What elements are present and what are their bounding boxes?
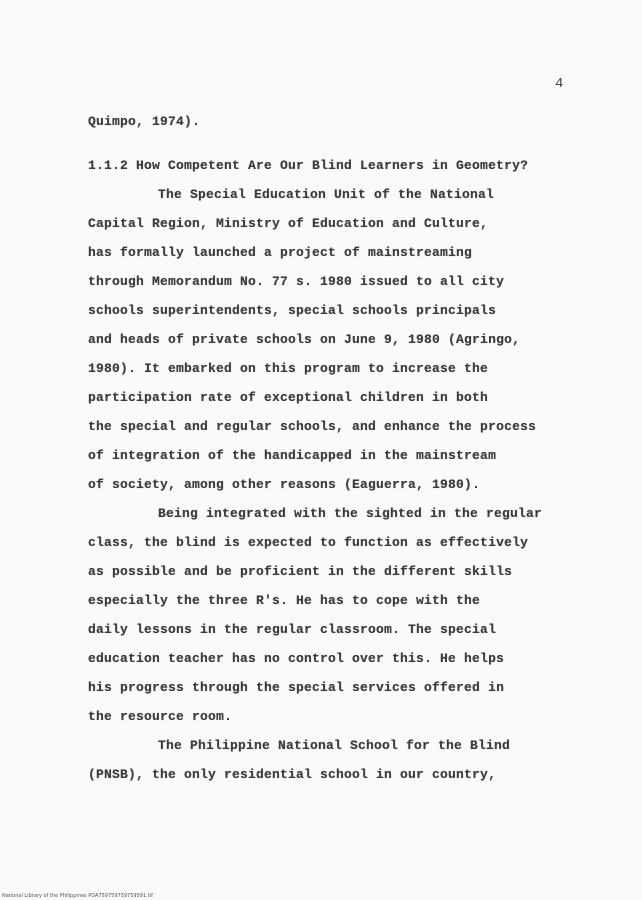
page-number: 4 bbox=[555, 76, 564, 92]
text-line: the resource room. bbox=[88, 709, 233, 724]
section-heading: 1.1.2 How Competent Are Our Blind Learners in Geometry? bbox=[88, 158, 529, 173]
text-line: especially the three R's. He has to cope with the bbox=[88, 593, 481, 608]
text-line: Quimpo, 1974). bbox=[88, 114, 201, 129]
text-line: (PNSB), the only residential school in our country, bbox=[88, 767, 497, 782]
text-line: 1980). It embarked on this program to increase the bbox=[88, 361, 489, 376]
text-line: Capital Region, Ministry of Education and Culture, bbox=[88, 216, 489, 231]
text-line: of integration of the handicapped in the mainstream bbox=[88, 448, 497, 463]
text-line: class, the blind is expected to function as effectively bbox=[88, 535, 529, 550]
text-line: The Special Education Unit of the National bbox=[158, 187, 495, 202]
footer-caption: National Library of the Philippines PDA759759759759591.tif bbox=[2, 893, 153, 899]
text-line: daily lessons in the regular classroom. The special bbox=[88, 622, 497, 637]
text-line: as possible and be proficient in the different skills bbox=[88, 564, 513, 579]
text-line: through Memorandum No. 77 s. 1980 issued to all city bbox=[88, 274, 505, 289]
text-line: his progress through the special services offered in bbox=[88, 680, 505, 695]
text-line: and heads of private schools on June 9, 1980 (Agringo, bbox=[88, 332, 521, 347]
text-line: the special and regular schools, and enhance the process bbox=[88, 419, 537, 434]
text-line: of society, among other reasons (Eaguerra, 1980). bbox=[88, 477, 481, 492]
text-line: education teacher has no control over this. He helps bbox=[88, 651, 505, 666]
text-line: The Philippine National School for the Blind bbox=[158, 738, 511, 753]
text-line: has formally launched a project of mainstreaming bbox=[88, 245, 473, 260]
text-line: participation rate of exceptional children in both bbox=[88, 390, 489, 405]
text-line: schools superintendents, special schools principals bbox=[88, 303, 497, 318]
text-line: Being integrated with the sighted in the regular bbox=[158, 506, 543, 521]
